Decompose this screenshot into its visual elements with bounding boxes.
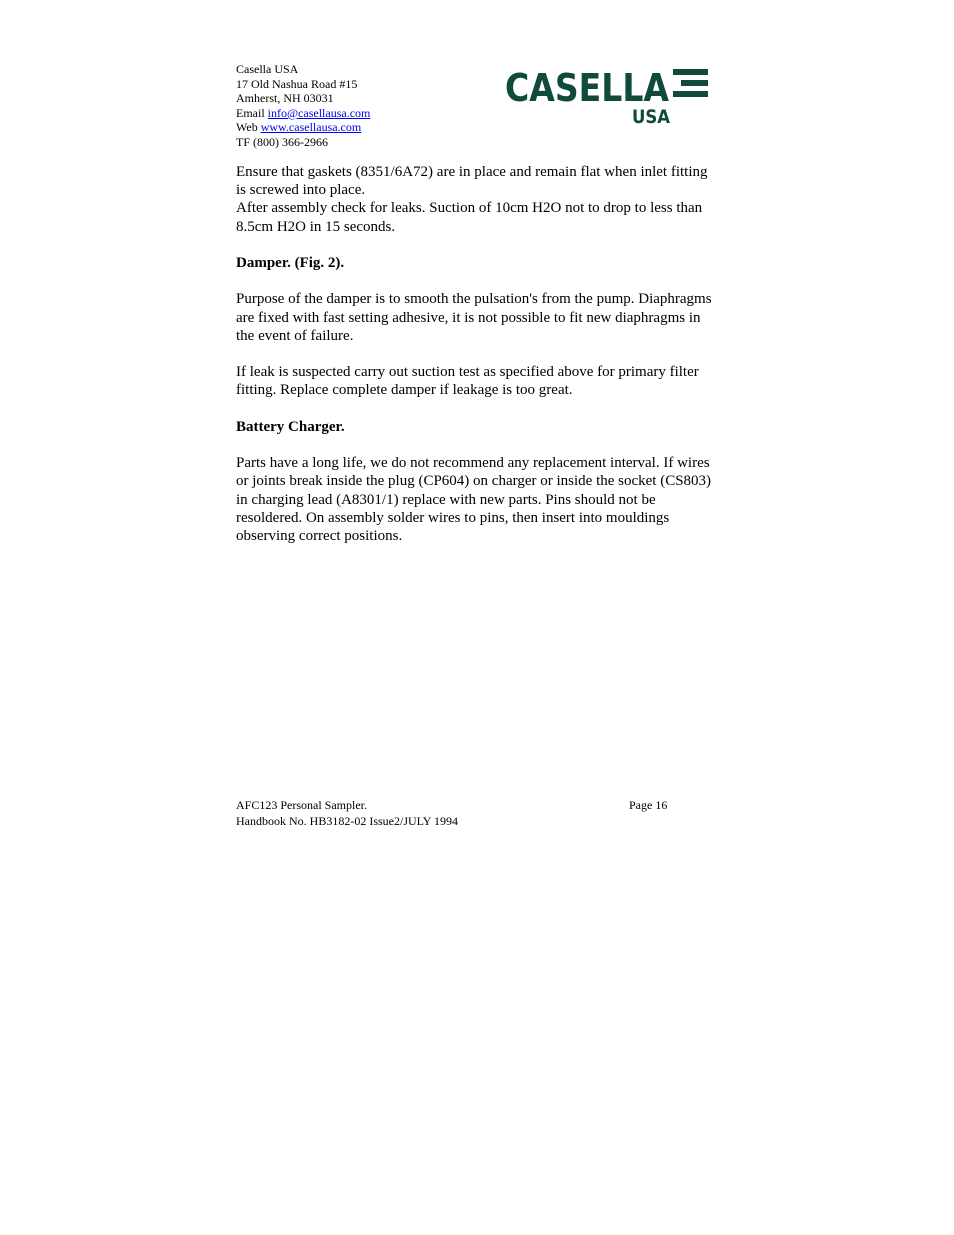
footer-title: AFC123 Personal Sampler.	[236, 798, 367, 812]
page-number: Page 16	[629, 798, 668, 812]
paragraph-damper-purpose: Purpose of the damper is to smooth the pulsation's from the pump. Diaphragms are fixed with fast setting adhesive, it is not possible to fit new diaphragms in the event of failure.	[236, 291, 712, 344]
address-line: 17 Old Nashua Road #15	[236, 76, 358, 91]
email-label: Email	[236, 105, 265, 120]
phone-line: TF (800) 366-2966	[236, 134, 328, 149]
paragraph-gaskets: Ensure that gaskets (8351/6A72) are in place and remain flat when inlet fitting is screwed into place.	[236, 164, 708, 199]
email-line	[236, 106, 436, 121]
heading-damper: Damper. (Fig. 2).	[236, 255, 345, 271]
footer-handbook: Handbook No. HB3182-02 Issue2/JULY 1994	[236, 813, 459, 828]
logo-wordmark: CASELLA	[505, 66, 670, 110]
logo-stripe-bottom	[673, 91, 708, 97]
casella-logo-graphic	[505, 64, 710, 126]
heading-battery-charger: Battery Charger.	[236, 418, 345, 435]
web-link[interactable]: www.casellausa.com	[260, 120, 362, 135]
paragraph-leak-check: After assembly check for leaks. Suction of 10cm H2O not to drop to less than 8.5cm H2O in 15 seconds.	[236, 200, 703, 235]
page-footer	[236, 798, 676, 829]
company-name: Casella USA	[236, 62, 299, 76]
casella-logo	[505, 64, 710, 126]
logo-usa: USA	[632, 106, 671, 126]
email-link[interactable]: info@casellausa.com	[267, 105, 371, 120]
footer-title-row	[236, 798, 676, 814]
paragraph-battery-parts: Parts have a long life, we do not recommend any replacement interval. If wires or joints break inside the plug (CP604) on charger or inside the socket (CS803) in charging lead (A8301/1) replace with new parts. Pins should not be resoldered. On assembly solder wires to pins, then insert into mouldings observing correct positions.	[236, 455, 712, 544]
logo-stripe-middle	[681, 80, 708, 86]
contact-block	[236, 62, 436, 150]
city-line: Amherst, NH 03031	[236, 91, 334, 106]
document-body	[236, 163, 720, 563]
logo-stripe-top	[673, 69, 708, 75]
web-label: Web	[236, 120, 258, 135]
paragraph-damper-leak: If leak is suspected carry out suction test as specified above for primary filter fitting. Replace complete damper if leakage is too great.	[236, 364, 699, 399]
web-line	[236, 120, 436, 135]
